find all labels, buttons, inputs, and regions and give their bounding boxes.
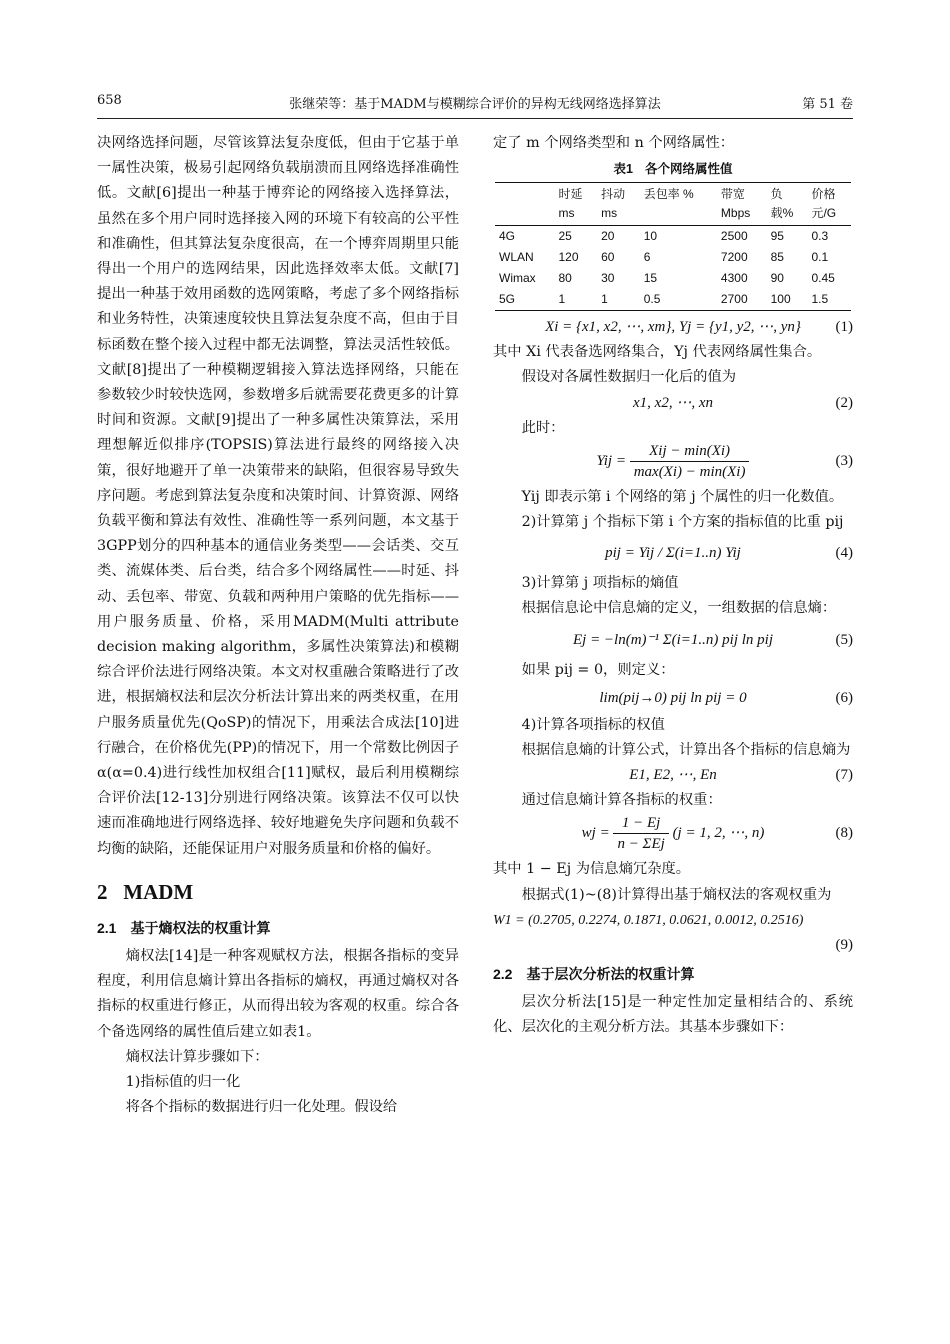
equation-body: W1 = (0.2705, 0.2274, 0.1871, 0.0621, 0.0012, 0.2516) bbox=[493, 912, 804, 928]
fraction-denominator: max(Xi) − min(Xi) bbox=[633, 463, 746, 480]
table-cell: 100 bbox=[770, 292, 791, 307]
equation-rhs: (j = 1, 2, ⋯, n) bbox=[672, 825, 765, 842]
equation-number: (2) bbox=[835, 394, 853, 411]
fraction bbox=[613, 813, 668, 854]
right-column bbox=[493, 131, 853, 1040]
equation-number: (4) bbox=[835, 545, 853, 562]
table-cell: 20 bbox=[601, 229, 615, 244]
table-cell: 7200 bbox=[720, 250, 748, 265]
running-title: 张继荣等：基于MADM与模糊综合评价的异构无线网络选择算法 bbox=[289, 97, 661, 112]
table-cell: 0.1 bbox=[811, 250, 829, 265]
table-row bbox=[495, 247, 851, 268]
ahp-paragraph: 层次分析法[15]是一种定性加定量相结合的、系统化、层次化的主观分析方法。其基本步骤如下： bbox=[493, 993, 853, 1036]
left-column bbox=[97, 131, 459, 1120]
equation-body: E1, E2, ⋯, En bbox=[629, 767, 717, 784]
header-cell: 价格 元/G bbox=[811, 187, 837, 221]
table-cell: 1 bbox=[558, 292, 566, 307]
table-cell: 6 bbox=[643, 250, 651, 265]
subsection-title: 基于层次分析法的权重计算 bbox=[526, 965, 695, 982]
equation-8 bbox=[493, 813, 853, 857]
equation-4 bbox=[493, 535, 853, 571]
redundancy-paragraph: 其中 1 − Ej 为信息熵冗杂度。 bbox=[493, 861, 691, 878]
section-2-2-heading bbox=[493, 962, 853, 986]
equation-number: (3) bbox=[835, 452, 853, 469]
table-cell: 0.45 bbox=[811, 271, 835, 286]
table-cell: 60 bbox=[601, 250, 615, 265]
subsection-title: 基于熵权法的权重计算 bbox=[130, 919, 271, 936]
table-number: 表1 bbox=[613, 162, 633, 177]
table-cell: 25 bbox=[558, 229, 572, 244]
equation-body: pij = Yij / Σ(i=1..n) Yij bbox=[605, 545, 741, 562]
header-cell: 负 载% bbox=[770, 187, 794, 221]
table-cell: 80 bbox=[558, 271, 572, 286]
equation-number: (9) bbox=[835, 936, 853, 953]
continuation-paragraph: 定了 m 个网络类型和 n 个网络属性： bbox=[493, 135, 735, 151]
subsection-number: 2.1 bbox=[97, 919, 117, 936]
table-cell: 4300 bbox=[720, 271, 748, 286]
table-cell: 15 bbox=[643, 271, 658, 286]
entropy-formula-paragraph: 根据信息熵的计算公式，计算出各个指标的信息熵为 bbox=[521, 742, 851, 759]
header-cell: 抖动 ms bbox=[601, 187, 626, 221]
if-pij-zero-paragraph: 如果 pij = 0，则定义： bbox=[521, 661, 675, 678]
header-cell: 时延 ms bbox=[558, 187, 583, 221]
equation-5 bbox=[493, 622, 853, 658]
table-cell: 1.5 bbox=[811, 292, 829, 307]
yij-paragraph: Yij 即表示第 i 个网络的第 j 个属性的归一化数值。 bbox=[521, 488, 844, 505]
table-cell: 2500 bbox=[720, 229, 748, 244]
equation-9 bbox=[493, 908, 853, 933]
equation-lhs: wj = bbox=[581, 825, 610, 842]
fraction-denominator: n − ΣEj bbox=[617, 836, 665, 853]
equation-body: Xi = {x1, x2, ⋯, xm}, Yj = {y1, y2, ⋯, yn} bbox=[545, 319, 801, 336]
page-number: 658 bbox=[97, 93, 122, 108]
weight-intro-paragraph: 通过信息熵计算各指标的权重： bbox=[521, 792, 722, 809]
header-cell bbox=[495, 183, 554, 226]
table-title: 各个网络属性值 bbox=[644, 162, 733, 177]
objective-weight-paragraph: 根据式(1)~(8)计算得出基于熵权法的客观权重为 bbox=[521, 886, 832, 903]
equation-1 bbox=[493, 315, 853, 340]
table-cell: 4G bbox=[499, 229, 516, 244]
table-cell: 85 bbox=[770, 250, 784, 265]
section-number: 2 bbox=[97, 879, 108, 904]
equation-number: (5) bbox=[835, 631, 853, 648]
steps-intro: 熵权法计算步骤如下： bbox=[125, 1048, 269, 1065]
table-cell: 5G bbox=[499, 292, 516, 307]
equation-number: (7) bbox=[835, 767, 853, 784]
table-cell: 95 bbox=[770, 229, 784, 244]
equation-body: lim(pij→0) pij ln pij = 0 bbox=[599, 689, 747, 706]
fraction-numerator: 1 − Ej bbox=[613, 813, 668, 834]
step-1-title: 1)指标值的归一化 bbox=[125, 1073, 241, 1090]
equation-7 bbox=[493, 763, 853, 788]
header-cell: 丢包率 % bbox=[643, 187, 694, 202]
now-label: 此时： bbox=[521, 419, 565, 436]
table-cell: 0.3 bbox=[811, 229, 829, 244]
sets-paragraph: 其中 Xi 代表备选网络集合，Yj 代表网络属性集合。 bbox=[493, 344, 822, 361]
header-cell: 带宽 Mbps bbox=[720, 187, 751, 221]
normalize-paragraph: 将各个指标的数据进行归一化处理。假设给 bbox=[125, 1099, 398, 1116]
equation-9-number-line bbox=[493, 933, 853, 958]
entropy-paragraph: 熵权法[14]是一种客观赋权方法，根据各指标的变异程度，利用信息熵计算出各指标的熵权，再通过熵权对各指标的权重进行修正，从而得出较为客观的权重。综合各个备选网络的属性值后建立如表1。 bbox=[97, 947, 459, 1040]
table-cell: 120 bbox=[558, 250, 579, 265]
table-cell: 0.5 bbox=[643, 292, 661, 307]
section-2-heading bbox=[97, 878, 459, 906]
table-row bbox=[495, 226, 851, 248]
section-title: MADM bbox=[123, 879, 194, 904]
fraction bbox=[630, 441, 750, 482]
equation-body: x1, x2, ⋯, xn bbox=[633, 394, 713, 411]
equation-lhs: Yij = bbox=[596, 452, 626, 469]
equation-3 bbox=[493, 441, 853, 485]
step-4-title: 4)计算各项指标的权值 bbox=[521, 716, 665, 733]
step-3-title: 3)计算第 j 项指标的熵值 bbox=[521, 575, 679, 592]
subsection-number: 2.2 bbox=[493, 965, 513, 982]
entropy-definition-paragraph: 根据信息论中信息熵的定义，一组数据的信息熵： bbox=[521, 600, 837, 617]
table-row bbox=[495, 268, 851, 289]
table-cell: 10 bbox=[643, 229, 658, 244]
table-cell: 2700 bbox=[720, 292, 748, 307]
network-attributes-table bbox=[495, 182, 851, 311]
table-cell: Wimax bbox=[499, 271, 536, 286]
equation-body: Ej = −ln(m)⁻¹ Σ(i=1..n) pij ln pij bbox=[572, 631, 773, 648]
header-rule bbox=[97, 118, 853, 119]
table-cell: 90 bbox=[770, 271, 784, 286]
equation-6 bbox=[493, 683, 853, 713]
intro-paragraph: 决网络选择问题，尽管该算法复杂度低，但由于它基于单一属性决策，极易引起网络负载崩溃而且网络选择准确性低。文献[6]提出一种基于博弈论的网络接入选择算法，虽然在多个用户同时选择接入网的环境下有较高的公平性和准确性，但其算法复杂度很高，在一个博弈周期里只能得出一个用户的选网结果，因此选择效率太低。文献[7]提出一种基于效用函数的选网策略，考虑了多个网络指标和业务特性，决策速度较快且算法复杂度不高，但由于目标函数在整个接入过程中都无法调整，算法灵活性较低。文献[8]提出了一种模糊逻辑接入算法选择网络，只能在参数较少时较快选网，参数增多后就需要花费更多的计算时间和资源。文献[9]提出了一种多属性决策算法，采用理想解近似排序(TOPSIS)算法进行最终的网络接入决策，很好地避开了单一决策带来的缺陷，但很容易导致失序问题。考虑到算法复杂度和决策时间、计算资源、网络负载平衡和算法有效性、准确性等一系列问题，本文基于3GPP划分的四种基本的通信业务类型——会话类、交互类、流媒体类、后台类，结合多个网络属性——时延、抖动、丢包率、带宽、负载和两种用户策略的优先指标——用户服务质量、价格，采用MADM(Multi attribute decision making algorithm，多属性决策算法)和模糊综合评价法进行网络决策。本文对权重融合策略进行了改进，根据熵权法和层次分析法计算出来的两类权重，在用户服务质量优先(QoSP)的情况下，用乘法合成法[10]进行融合，在价格优先(PP)的情况下，用一个常数比例因子α(α=0.4)进行线性加权组合[11]赋权，最后利用模糊综合评价法[12-13]分别进行网络决策。该算法不仅可以快速而准确地进行网络选择、较好地避免失序问题和负载不均衡的缺陷，还能保证用户对服务质量和价格的偏好。 bbox=[97, 135, 459, 857]
running-header bbox=[97, 93, 853, 117]
table-cell: 30 bbox=[601, 271, 615, 286]
equation-number: (6) bbox=[835, 689, 853, 706]
step-2-title: 2)计算第 j 个指标下第 i 个方案的指标值的比重 pij bbox=[521, 514, 844, 531]
table-cell: 1 bbox=[601, 292, 608, 307]
table-cell: WLAN bbox=[499, 250, 534, 265]
volume-label: 第 51 卷 bbox=[802, 97, 853, 112]
equation-number: (1) bbox=[835, 319, 853, 336]
normalized-values-paragraph: 假设对各属性数据归一化后的值为 bbox=[521, 369, 737, 386]
table-caption bbox=[493, 158, 853, 180]
equation-number: (8) bbox=[835, 825, 853, 842]
section-2-1-heading bbox=[97, 916, 459, 940]
equation-2 bbox=[493, 391, 853, 416]
table-header-row bbox=[495, 183, 851, 226]
table-row bbox=[495, 289, 851, 311]
fraction-numerator: Xij − min(Xi) bbox=[630, 441, 750, 462]
